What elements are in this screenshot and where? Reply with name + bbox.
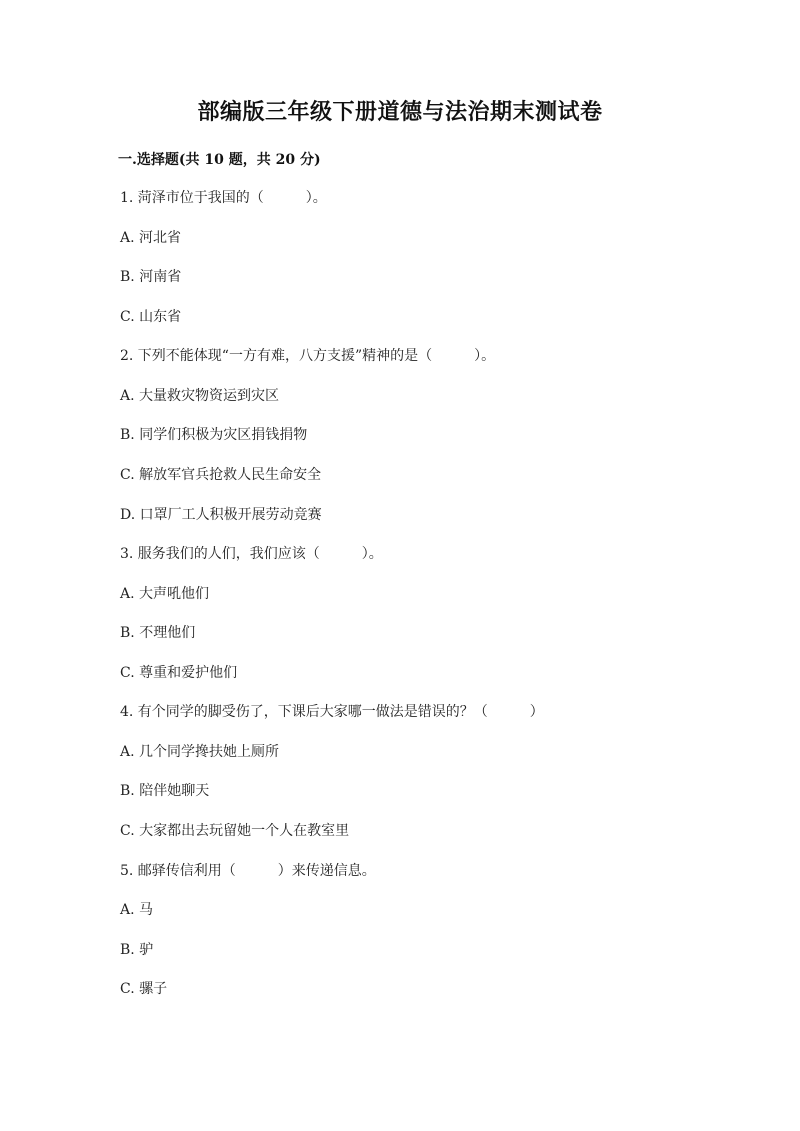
question-4-option-a: A. 几个同学搀扶她上厕所 bbox=[120, 744, 280, 760]
question-2-stem: 2. 下列不能体现“一方有难，八方支援”精神的是（ ）。 bbox=[120, 348, 496, 364]
question-3-option-a: A. 大声吼他们 bbox=[120, 586, 210, 602]
question-5-option-a: A. 马 bbox=[120, 902, 154, 918]
question-5-option-b: B. 驴 bbox=[120, 942, 154, 958]
question-1-option-a: A. 河北省 bbox=[120, 230, 182, 246]
question-2-option-c: C. 解放军官兵抢救人民生命安全 bbox=[120, 467, 322, 483]
question-5-option-c: C. 骡子 bbox=[120, 981, 168, 997]
question-3-option-c: C. 尊重和爱护他们 bbox=[120, 665, 238, 681]
section-heading: 一.选择题(共 10 题，共 20 分) bbox=[118, 152, 321, 168]
question-3-stem: 3. 服务我们的人们，我们应该（ ）。 bbox=[120, 546, 383, 562]
question-1-option-c: C. 山东省 bbox=[120, 309, 182, 325]
question-4-option-c: C. 大家都出去玩留她一个人在教室里 bbox=[120, 823, 350, 839]
question-4-option-b: B. 陪伴她聊天 bbox=[120, 783, 210, 799]
question-2-option-d: D. 口罩厂工人积极开展劳动竞赛 bbox=[120, 507, 322, 523]
exam-title: 部编版三年级下册道德与法治期末测试卷 bbox=[197, 99, 603, 125]
question-1-option-b: B. 河南省 bbox=[120, 269, 182, 285]
question-3-option-b: B. 不理他们 bbox=[120, 625, 196, 641]
question-5-stem: 5. 邮驿传信利用（ ）来传递信息。 bbox=[120, 863, 376, 879]
question-1-stem: 1. 菏泽市位于我国的（ ）。 bbox=[120, 190, 327, 206]
question-2-option-a: A. 大量救灾物资运到灾区 bbox=[120, 388, 280, 404]
question-4-stem: 4. 有个同学的脚受伤了，下课后大家哪一做法是错误的？（ ） bbox=[120, 704, 544, 720]
question-2-option-b: B. 同学们积极为灾区捐钱捐物 bbox=[120, 427, 308, 443]
